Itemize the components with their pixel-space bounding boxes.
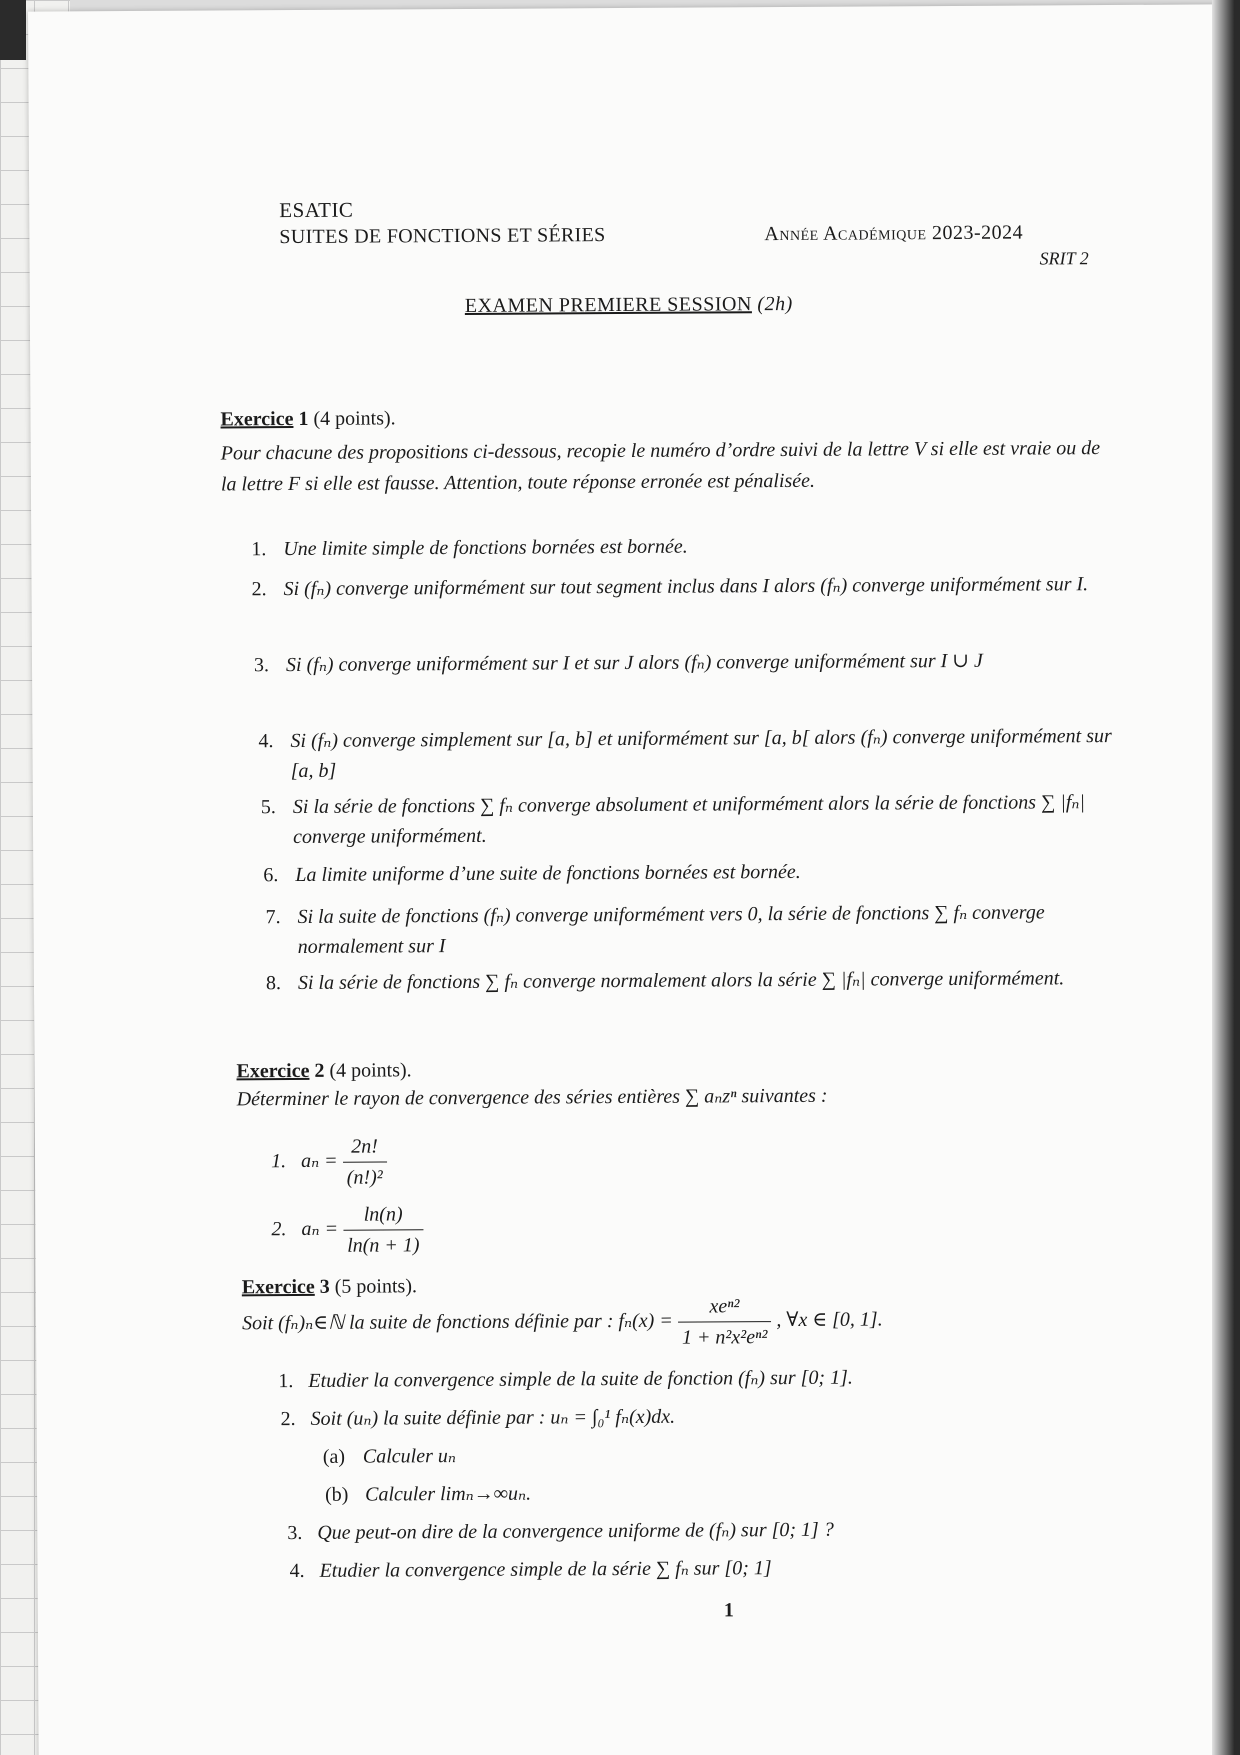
item-number: (b) (325, 1483, 349, 1506)
fraction-numerator: ln(n) (343, 1199, 424, 1230)
list-item (278, 1361, 1178, 1396)
list-item (265, 897, 1121, 962)
item-number: 6. (263, 864, 279, 887)
exercise-1-intro: Pour chacune des propositions ci-dessous, recopie le numéro d’ordre suivi de la lettre V si elle est vraie ou de la lettre F si elle est fausse. Attention, toute réponse erronée est pénalisée. (220, 437, 1101, 496)
exercise-label: Exercice (241, 1275, 315, 1299)
list-item (323, 1437, 1183, 1472)
fraction (342, 1131, 386, 1192)
definition-prefix: Soit (fₙ)ₙ∈ℕ la suite de fonctions définie par : fₙ(x) = (241, 1309, 673, 1335)
item-number: 4. (289, 1559, 305, 1583)
exercise-2-title (236, 1059, 411, 1083)
item-text: Si la suite de fonctions (fₙ) converge uniformément vers 0, la série de fonctions ∑ fₙ converge normalement sur I (297, 901, 1045, 958)
item-number: 1. (270, 1150, 287, 1173)
formula-lhs: aₙ = (301, 1217, 339, 1241)
fraction-denominator: 1 + n²x²eⁿ² (681, 1326, 768, 1349)
fraction-numerator: 2n! (342, 1131, 386, 1162)
item-number: 3. (287, 1521, 303, 1545)
exam-title-text: EXAMEN PREMIERE SESSION (464, 293, 752, 317)
list-item (251, 569, 1111, 604)
item-number: (a) (322, 1445, 346, 1468)
exercise-label: Exercice (236, 1059, 310, 1083)
exercise-1-title (220, 407, 395, 431)
list-item (258, 721, 1114, 786)
class-label: SRIT 2 (1039, 248, 1089, 269)
item-text: Si (fₙ) converge simplement sur [a, b] et uniformément sur [a, b[ alors (fₙ) converge uniformément sur [a, b] (290, 725, 1112, 783)
item-text: Si la série de fonctions ∑ fₙ converge normalement alors la série ∑ |fₙ| converge uniformément. (297, 967, 1065, 994)
definition-suffix: , ∀x ∈ [0, 1]. (776, 1308, 883, 1332)
exam-duration: (2h) (757, 292, 793, 316)
formula-lhs: aₙ = (300, 1149, 338, 1173)
exercise-number: 1 (298, 407, 309, 430)
list-item (289, 1551, 1189, 1586)
exam-sheet (28, 4, 1227, 1755)
item-text: Etudier la convergence simple de la suite de fonction (fₙ) sur [0; 1]. (308, 1366, 853, 1392)
list-item (281, 1399, 1181, 1434)
exercise-number: 3 (319, 1275, 330, 1298)
fraction-numerator: xeⁿ² (678, 1291, 772, 1323)
item-number: 3. (253, 654, 270, 677)
fraction (678, 1291, 772, 1353)
item-text: Soit (uₙ) la suite définie par : uₙ = ∫₀¹ fₙ(x)dx. (310, 1405, 676, 1430)
fraction-denominator: ln(n + 1) (347, 1234, 420, 1257)
item-number: 2. (280, 1408, 296, 1431)
exercise-number: 2 (314, 1059, 325, 1082)
item-text: Si (fₙ) converge uniformément sur tout segment inclus dans I alors (fₙ) converge uniformément sur I. (283, 573, 1089, 601)
item-number: 1. (278, 1370, 294, 1393)
item-text: Calculer limₙ→∞uₙ. (365, 1482, 532, 1506)
item-number: 4. (258, 730, 274, 753)
list-item (254, 645, 1114, 680)
item-text: Si (fₙ) converge uniformément sur I et sur J alors (fₙ) converge uniformément sur I ∪ J (285, 649, 983, 677)
formula-item (271, 1198, 671, 1261)
item-number: 1. (251, 538, 267, 561)
item-number: 2. (251, 578, 267, 601)
item-number: 8. (265, 972, 282, 995)
exercise-label: Exercice (220, 408, 294, 431)
item-number: 7. (265, 906, 281, 929)
item-text: Calculer uₙ (362, 1445, 457, 1468)
item-text: Que peut-on dire de la convergence uniforme de (fₙ) sur [0; 1] ? (317, 1518, 834, 1544)
page-edge-shadow (1212, 0, 1240, 1755)
list-item (261, 787, 1117, 852)
course-title: SUITES DE FONCTIONS ET SÉRIES (279, 224, 606, 249)
list-item (325, 1475, 1185, 1510)
list-item (266, 963, 1122, 998)
list-item (251, 529, 1111, 564)
item-text: Une limite simple de fonctions bornées est bornée. (283, 535, 688, 561)
exercise-points: (4 points). (329, 1059, 412, 1082)
fraction-denominator: (n!)² (346, 1166, 383, 1189)
item-number: 2. (271, 1218, 287, 1241)
exercise-points: (5 points). (334, 1275, 418, 1298)
item-text: Si la série de fonctions ∑ fₙ converge absolument et uniformément alors la série de fonctions ∑ |fₙ| converge uniformément. (292, 791, 1086, 849)
exercise-2-intro: Déterminer le rayon de convergence des séries entières ∑ aₙzⁿ suivantes : (236, 1084, 828, 1111)
item-text: La limite uniforme d’une suite de fonctions bornées est bornée. (295, 860, 801, 887)
exercise-3-intro (242, 1277, 1182, 1356)
academic-year: Année Académique 2023-2024 (764, 221, 1024, 246)
dark-corner (0, 0, 26, 60)
exam-title (465, 293, 793, 318)
formula-item (271, 1130, 671, 1193)
item-text: Etudier la convergence simple de la série ∑ fₙ sur [0; 1] (319, 1557, 772, 1582)
school-name: ESATIC (279, 197, 354, 223)
list-item (287, 1513, 1187, 1548)
list-item (263, 855, 1119, 890)
fraction (343, 1199, 424, 1260)
exercise-points: (4 points). (313, 407, 396, 430)
page-number: 1 (723, 1599, 734, 1622)
item-number: 5. (260, 796, 276, 819)
